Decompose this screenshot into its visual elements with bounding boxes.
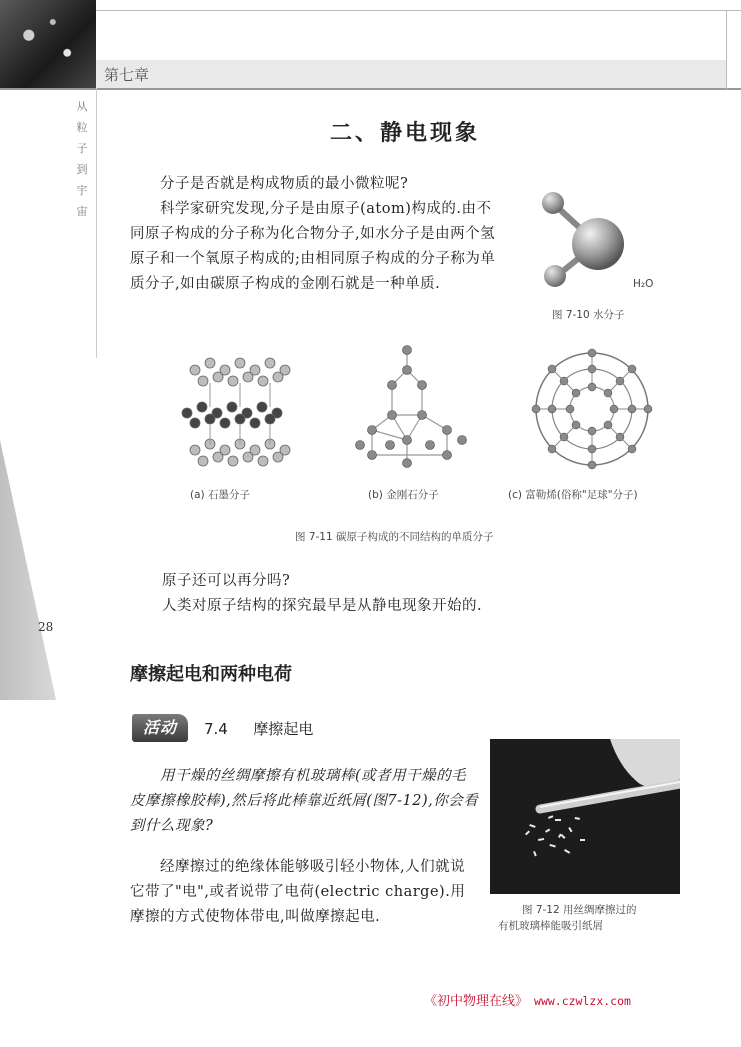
diamond-subcaption: (b) 金刚石分子 [368,489,439,501]
side-title-char: 到 [76,163,88,176]
activity-instruction: 用干燥的丝绸摩擦有机玻璃棒(或者用干燥的毛皮摩擦橡胶棒),然后将此棒靠近纸屑(图7-12),你会看到什么现象? [130,768,479,834]
header-band [96,60,726,88]
activity-number: 7.4 [204,720,228,738]
figure-7-12-caption [498,902,688,934]
footer [424,990,631,1009]
hydrogen-atom [544,265,566,287]
side-title-char: 从 [76,100,88,113]
side-title [72,96,92,222]
intro-question: 分子是否就是构成物质的最小微粒呢? [160,176,409,192]
atom-text [162,569,582,619]
activity-heading [204,718,313,739]
chapter-label: 第七章 [104,66,150,84]
graphite-molecule-figure [175,345,305,475]
glass-rod-photo [490,739,680,894]
fullerene-molecule-figure [530,345,655,475]
h2o-label: H₂O [633,278,654,290]
page-number: 28 [38,620,54,634]
atom-question: 原子还可以再分吗? [162,573,291,589]
margin-rule [96,88,97,358]
header-rule [0,10,741,11]
subsection-title: 摩擦起电和两种电荷 [130,664,292,685]
fullerene-subcaption: (c) 富勒烯(俗称"足球"分子) [508,489,638,501]
side-title-char: 子 [76,142,88,155]
galaxy-image [0,0,96,88]
atom-body: 人类对原子结构的探究最早是从静电现象开始的. [162,598,483,614]
figure-7-10-caption: 图 7-10 水分子 [552,309,625,321]
section-title: 二、静电现象 [330,120,481,146]
footer-site-link[interactable]: www.czwlzx.com [534,994,631,1008]
side-title-char: 宙 [76,205,88,218]
intro-text [130,172,500,297]
header-divider [0,88,741,90]
side-title-char: 粒 [76,121,88,134]
graphite-layer-middle [182,402,282,428]
activity-badge: 活动 [132,714,188,742]
hydrogen-atom [542,192,564,214]
intro-body: 科学家研究发现,分子是由原子(atom)构成的.由不同原子构成的分子称为化合物分子,如水分子是由两个氢原子和一个氧原子构成的;由相同原子构成的分子称为单质分子,如由碳原子构成的金刚石就是一种单质. [130,201,496,292]
graphite-subcaption: (a) 石墨分子 [190,489,250,501]
graphite-layer-top [190,358,290,386]
figure-7-11-caption: 图 7-11 碳原子构成的不同结构的单质分子 [295,531,494,543]
page-edge-decoration [0,440,56,700]
water-molecule-figure [540,190,660,290]
header-right-rule [726,10,727,90]
figure-7-12-caption-line: 有机玻璃棒能吸引纸屑 [498,920,603,932]
diamond-molecule-figure [352,345,477,475]
side-title-char: 宇 [76,184,88,197]
explanation-text: 经摩擦过的绝缘体能够吸引轻小物体,人们就说它带了"电",或者说带了电荷(electric charge).用摩擦的方式使物体带电,叫做摩擦起电. [130,859,466,925]
footer-brand: 《初中物理在线》 [424,994,529,1009]
figure-7-12-caption-line: 图 7-12 用丝绸摩擦过的 [522,904,637,916]
oxygen-atom [572,218,624,270]
activity-title: 摩擦起电 [253,720,314,738]
